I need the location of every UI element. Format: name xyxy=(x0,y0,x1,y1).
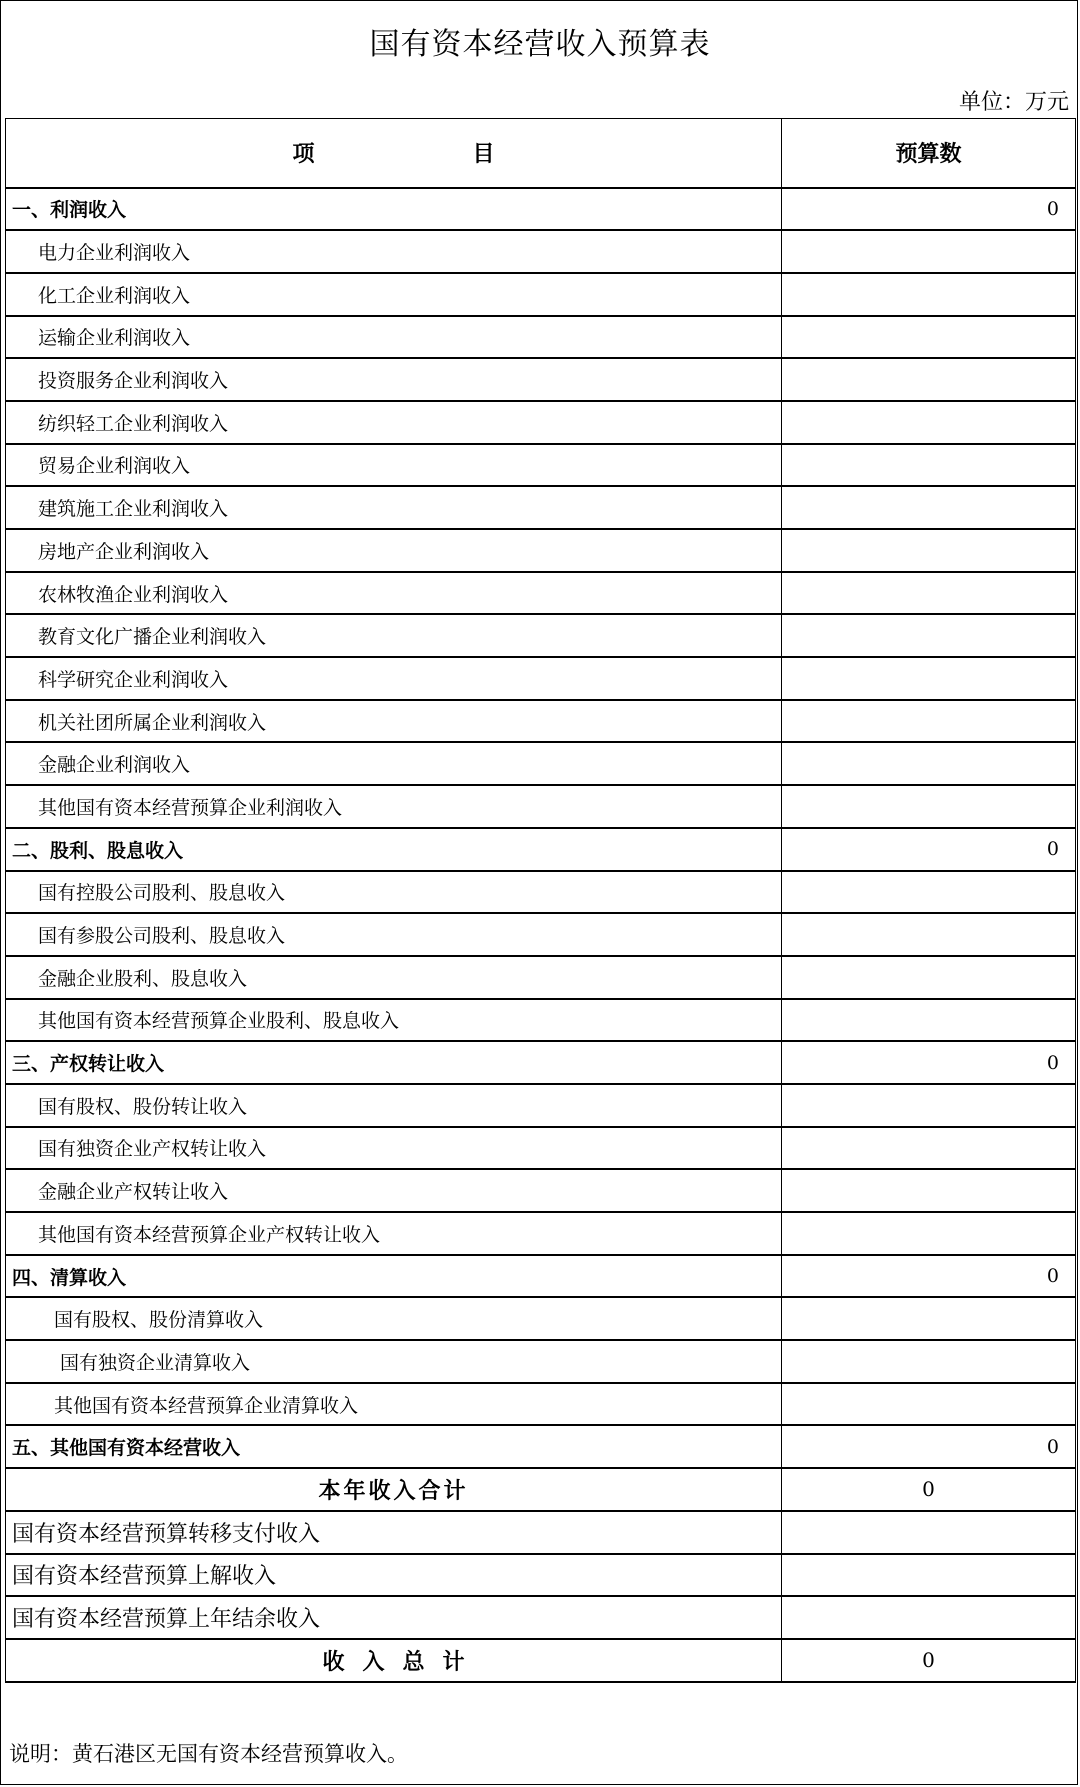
row-value xyxy=(782,1511,1076,1554)
row-label: 国有参股公司股利、股息收入 xyxy=(6,913,782,956)
table-row xyxy=(6,1255,1076,1298)
row-label: 金融企业产权转让收入 xyxy=(6,1169,782,1212)
table-row xyxy=(6,828,1076,871)
row-value xyxy=(782,358,1076,401)
row-value xyxy=(782,999,1076,1042)
row-value xyxy=(782,785,1076,828)
row-label: 其他国有资本经营预算企业利润收入 xyxy=(6,785,782,828)
table-row xyxy=(6,657,1076,700)
table-body xyxy=(6,188,1076,1469)
grand-total-label: 收入总计 xyxy=(6,1639,782,1682)
unit-label: 单位：万元 xyxy=(958,90,1069,115)
table-row xyxy=(6,1127,1076,1170)
extra-rows xyxy=(6,1511,1076,1639)
row-label: 运输企业利润收入 xyxy=(6,316,782,359)
row-value: 0 xyxy=(782,1255,1076,1298)
row-label: 四、清算收入 xyxy=(6,1255,782,1298)
row-value xyxy=(782,871,1076,914)
table-row xyxy=(6,700,1076,743)
table-row xyxy=(6,999,1076,1042)
row-value xyxy=(782,913,1076,956)
table-row xyxy=(6,1554,1076,1597)
row-value xyxy=(782,1383,1076,1426)
table-row xyxy=(6,956,1076,999)
table-row xyxy=(6,1041,1076,1084)
row-value xyxy=(782,1169,1076,1212)
table-row xyxy=(6,358,1076,401)
row-value xyxy=(782,956,1076,999)
table-row xyxy=(6,444,1076,487)
table-row xyxy=(6,742,1076,785)
row-value xyxy=(782,1127,1076,1170)
row-label: 其他国有资本经营预算企业产权转让收入 xyxy=(6,1212,782,1255)
row-label: 房地产企业利润收入 xyxy=(6,529,782,572)
row-label: 建筑施工企业利润收入 xyxy=(6,486,782,529)
row-label: 五、其他国有资本经营收入 xyxy=(6,1425,782,1468)
table-row xyxy=(6,188,1076,231)
grand-total-value: 0 xyxy=(782,1639,1076,1682)
table-row xyxy=(6,785,1076,828)
row-value xyxy=(782,657,1076,700)
table-row xyxy=(6,572,1076,615)
row-value: 0 xyxy=(782,1041,1076,1084)
table-row xyxy=(6,614,1076,657)
table-row xyxy=(6,230,1076,273)
row-label: 一、利润收入 xyxy=(6,188,782,231)
year-total-row xyxy=(6,1468,1076,1511)
table-row xyxy=(6,1596,1076,1639)
table-row xyxy=(6,486,1076,529)
table-row xyxy=(6,273,1076,316)
row-value: 0 xyxy=(782,188,1076,231)
row-label: 国有独资企业清算收入 xyxy=(6,1340,782,1383)
row-value xyxy=(782,1297,1076,1340)
table-row xyxy=(6,871,1076,914)
row-value xyxy=(782,1554,1076,1597)
row-label: 三、产权转让收入 xyxy=(6,1041,782,1084)
row-value xyxy=(782,444,1076,487)
row-value xyxy=(782,1212,1076,1255)
table-row xyxy=(6,1340,1076,1383)
table-header-row xyxy=(6,119,1076,188)
row-label: 农林牧渔企业利润收入 xyxy=(6,572,782,615)
row-label: 机关社团所属企业利润收入 xyxy=(6,700,782,743)
row-label: 化工企业利润收入 xyxy=(6,273,782,316)
table-row xyxy=(6,1169,1076,1212)
row-label: 国有股权、股份转让收入 xyxy=(6,1084,782,1127)
row-label: 电力企业利润收入 xyxy=(6,230,782,273)
row-value xyxy=(782,316,1076,359)
row-value xyxy=(782,529,1076,572)
year-total-label: 本年收入合计 xyxy=(6,1468,782,1511)
header-budget: 预算数 xyxy=(782,119,1076,188)
row-value xyxy=(782,614,1076,657)
table-row xyxy=(6,1297,1076,1340)
row-label: 国有独资企业产权转让收入 xyxy=(6,1127,782,1170)
row-value xyxy=(782,742,1076,785)
row-value xyxy=(782,486,1076,529)
row-label: 金融企业利润收入 xyxy=(6,742,782,785)
row-label: 金融企业股利、股息收入 xyxy=(6,956,782,999)
table-row xyxy=(6,1511,1076,1554)
table-row xyxy=(6,1084,1076,1127)
table-row xyxy=(6,316,1076,359)
row-label: 教育文化广播企业利润收入 xyxy=(6,614,782,657)
row-label: 投资服务企业利润收入 xyxy=(6,358,782,401)
footnote: 说明：黄石港区无国有资本经营预算收入。 xyxy=(9,1742,408,1766)
row-label: 贸易企业利润收入 xyxy=(6,444,782,487)
grand-total-row xyxy=(6,1639,1076,1682)
row-value xyxy=(782,1084,1076,1127)
year-total-value: 0 xyxy=(782,1468,1076,1511)
row-label: 纺织轻工企业利润收入 xyxy=(6,401,782,444)
page-title: 国有资本经营收入预算表 xyxy=(369,27,711,62)
row-value xyxy=(782,230,1076,273)
table-row xyxy=(6,1383,1076,1426)
row-label: 国有资本经营预算上年结余收入 xyxy=(6,1596,782,1639)
row-value xyxy=(782,700,1076,743)
row-label: 国有资本经营预算转移支付收入 xyxy=(6,1511,782,1554)
row-value: 0 xyxy=(782,828,1076,871)
table-row xyxy=(6,1212,1076,1255)
table-row xyxy=(6,913,1076,956)
row-label: 其他国有资本经营预算企业股利、股息收入 xyxy=(6,999,782,1042)
row-value xyxy=(782,401,1076,444)
row-label: 国有资本经营预算上解收入 xyxy=(6,1554,782,1597)
row-value xyxy=(782,1596,1076,1639)
table-row xyxy=(6,401,1076,444)
budget-table xyxy=(5,118,1076,1683)
table-row xyxy=(6,529,1076,572)
row-label: 二、股利、股息收入 xyxy=(6,828,782,871)
row-label: 国有控股公司股利、股息收入 xyxy=(6,871,782,914)
row-value xyxy=(782,1340,1076,1383)
header-item: 项 目 xyxy=(6,119,782,188)
row-label: 科学研究企业利润收入 xyxy=(6,657,782,700)
row-value: 0 xyxy=(782,1425,1076,1468)
row-value xyxy=(782,572,1076,615)
table-row xyxy=(6,1425,1076,1468)
row-label: 国有股权、股份清算收入 xyxy=(6,1297,782,1340)
row-value xyxy=(782,273,1076,316)
row-label: 其他国有资本经营预算企业清算收入 xyxy=(6,1383,782,1426)
